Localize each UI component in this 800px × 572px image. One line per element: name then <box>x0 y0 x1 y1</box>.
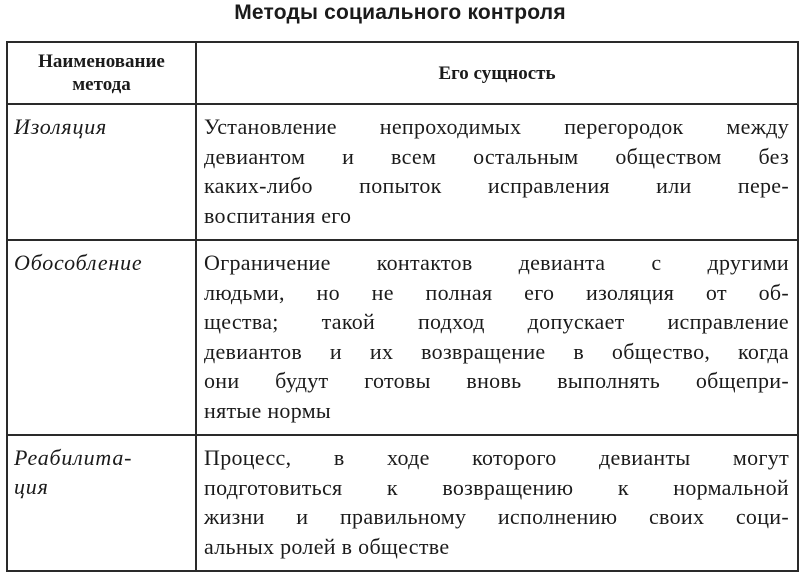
essence-line: жизни и правильному исполнению своих соци- <box>204 504 789 529</box>
page-title: Методы социального контроля <box>234 1 566 24</box>
method-name-cell <box>7 104 196 240</box>
essence-line: подготовиться к возвращению к нормальной <box>204 474 789 500</box>
essence-line: альных ролей в обществе <box>204 533 450 559</box>
methods-table <box>6 41 799 572</box>
table-row <box>7 240 798 435</box>
essence-line: Процесс, в ходе которого девианты могут <box>204 445 789 470</box>
method-essence-cell <box>196 240 798 435</box>
method-name-cell <box>7 240 196 435</box>
method-name-line: Реабилита- <box>14 445 133 470</box>
essence-line: щества; такой подход допускает исправление <box>204 309 789 334</box>
essence-line: Установление непроходимых перегородок между <box>204 114 789 139</box>
essence-line: девиантов и их возвращение в общество, когда <box>204 338 789 364</box>
column-header-essence <box>196 42 798 104</box>
method-name-line: Обособление <box>14 250 143 275</box>
essence-line: каких-либо попыток исправления или пере- <box>204 173 789 198</box>
column-header-essence-label: Его сущность <box>438 62 556 84</box>
essence-line: Ограничение контактов девианта с другими <box>204 250 789 275</box>
essence-line: нятые нормы <box>204 397 331 423</box>
essence-line: воспитания его <box>204 202 352 228</box>
table-row <box>7 435 798 571</box>
method-name-line: ция <box>14 474 49 499</box>
table-row <box>7 104 798 240</box>
essence-line: девиантом и всем остальным обществом без <box>204 143 789 169</box>
essence-line: людьми, но не полная его изоляция от об- <box>204 279 789 305</box>
method-name-line: Изоляция <box>14 114 108 139</box>
method-essence-cell <box>196 104 798 240</box>
method-name-cell <box>7 435 196 571</box>
table-header-row <box>7 42 798 104</box>
column-header-method <box>7 42 196 104</box>
column-header-method-line: Наименование <box>38 51 165 72</box>
essence-line: они будут готовы вновь выполнять общепри- <box>204 368 789 393</box>
column-header-method-line: метода <box>72 74 131 95</box>
method-essence-cell <box>196 435 798 571</box>
